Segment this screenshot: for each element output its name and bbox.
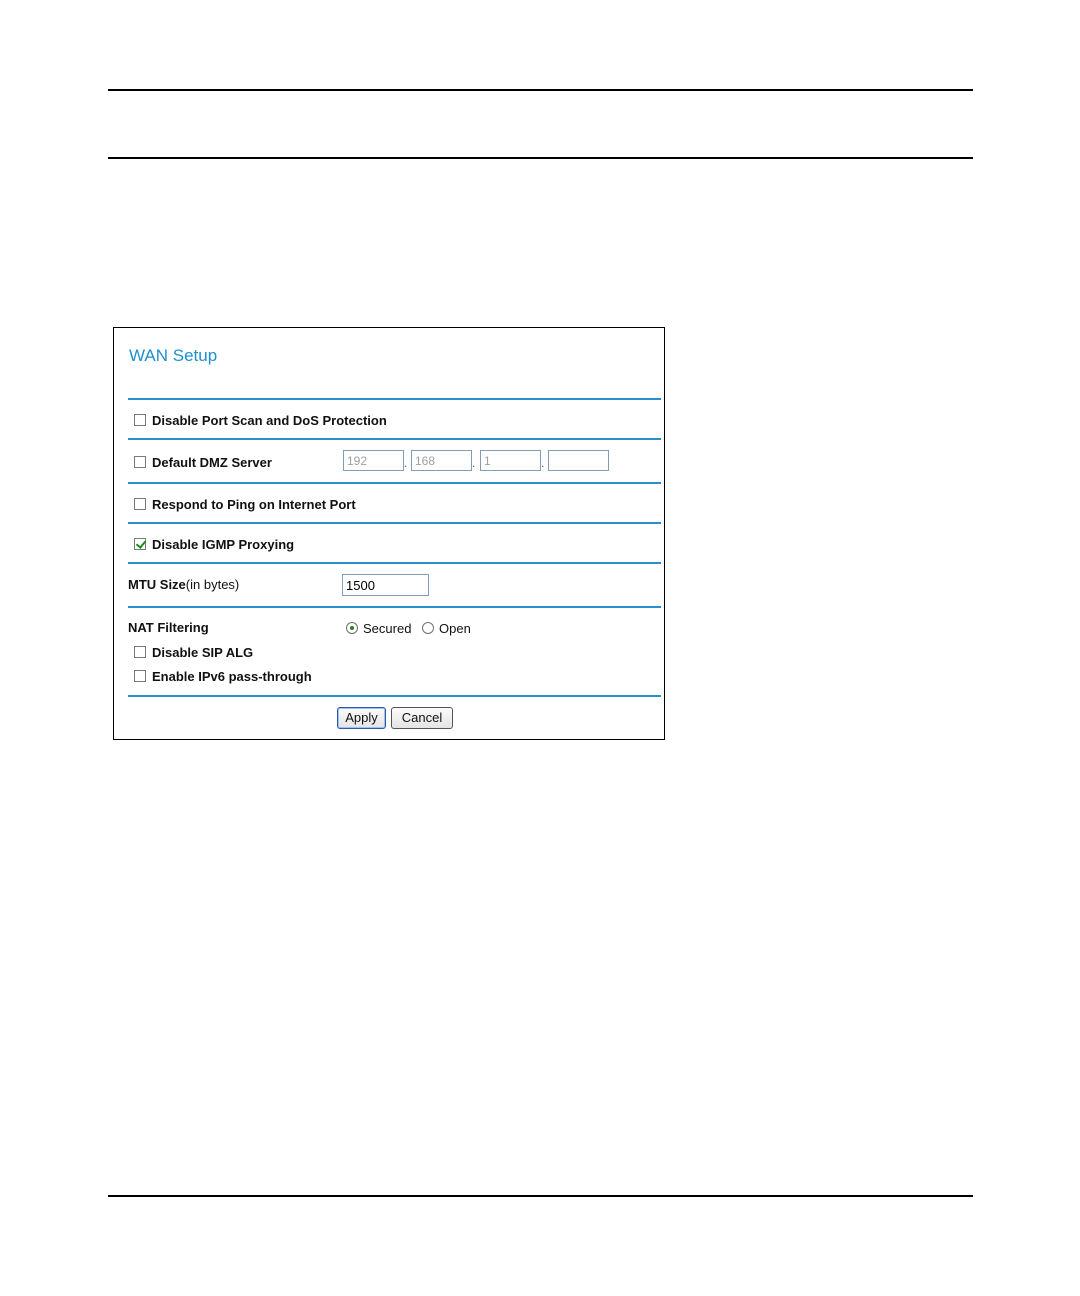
respond-ping-checkbox[interactable] xyxy=(134,498,146,510)
dmz-server-checkbox[interactable] xyxy=(134,456,146,468)
respond-ping-label: Respond to Ping on Internet Port xyxy=(152,497,356,512)
header-rule-top xyxy=(108,89,973,91)
dmz-server-label: Default DMZ Server xyxy=(152,455,272,470)
separator xyxy=(128,482,661,484)
disable-sip-alg-label: Disable SIP ALG xyxy=(152,645,254,660)
footer-rule xyxy=(108,1195,973,1197)
dmz-ip-octet-2[interactable] xyxy=(411,450,472,471)
separator xyxy=(128,522,661,524)
separator xyxy=(128,695,661,697)
ip-dot: . xyxy=(472,456,476,470)
nat-filtering-label: NAT Filtering xyxy=(128,620,209,635)
cancel-button[interactable]: Cancel xyxy=(391,707,453,729)
mtu-size-input[interactable] xyxy=(342,574,429,596)
disable-igmp-label: Disable IGMP Proxying xyxy=(152,537,295,552)
disable-igmp-checkbox[interactable] xyxy=(134,538,146,550)
panel-title: WAN Setup xyxy=(129,346,218,365)
disable-port-scan-checkbox[interactable] xyxy=(134,414,146,426)
nat-open-radio[interactable] xyxy=(422,622,434,634)
ip-dot: . xyxy=(541,456,545,470)
mtu-size-unit: (in bytes) xyxy=(185,577,240,592)
dmz-ip-octet-4[interactable] xyxy=(548,450,609,471)
dmz-ip-octet-3[interactable] xyxy=(480,450,541,471)
apply-button[interactable]: Apply xyxy=(337,707,386,729)
mtu-size-label-text: MTU Size xyxy=(128,577,186,592)
separator xyxy=(128,562,661,564)
nat-secured-label: Secured xyxy=(363,621,412,636)
separator xyxy=(128,606,661,608)
dmz-ip-octet-1[interactable] xyxy=(343,450,404,471)
nat-secured-radio[interactable] xyxy=(346,622,358,634)
disable-port-scan-label: Disable Port Scan and DoS Protection xyxy=(152,413,387,428)
nat-open-label: Open xyxy=(439,621,471,636)
wan-setup-panel xyxy=(113,327,665,740)
separator xyxy=(128,438,661,440)
enable-ipv6-checkbox[interactable] xyxy=(134,670,146,682)
enable-ipv6-label: Enable IPv6 pass-through xyxy=(152,669,312,684)
header-rule-bottom xyxy=(108,157,973,159)
ip-dot: . xyxy=(404,456,408,470)
disable-sip-alg-checkbox[interactable] xyxy=(134,646,146,658)
mtu-size-label xyxy=(128,577,239,592)
separator xyxy=(128,398,661,400)
